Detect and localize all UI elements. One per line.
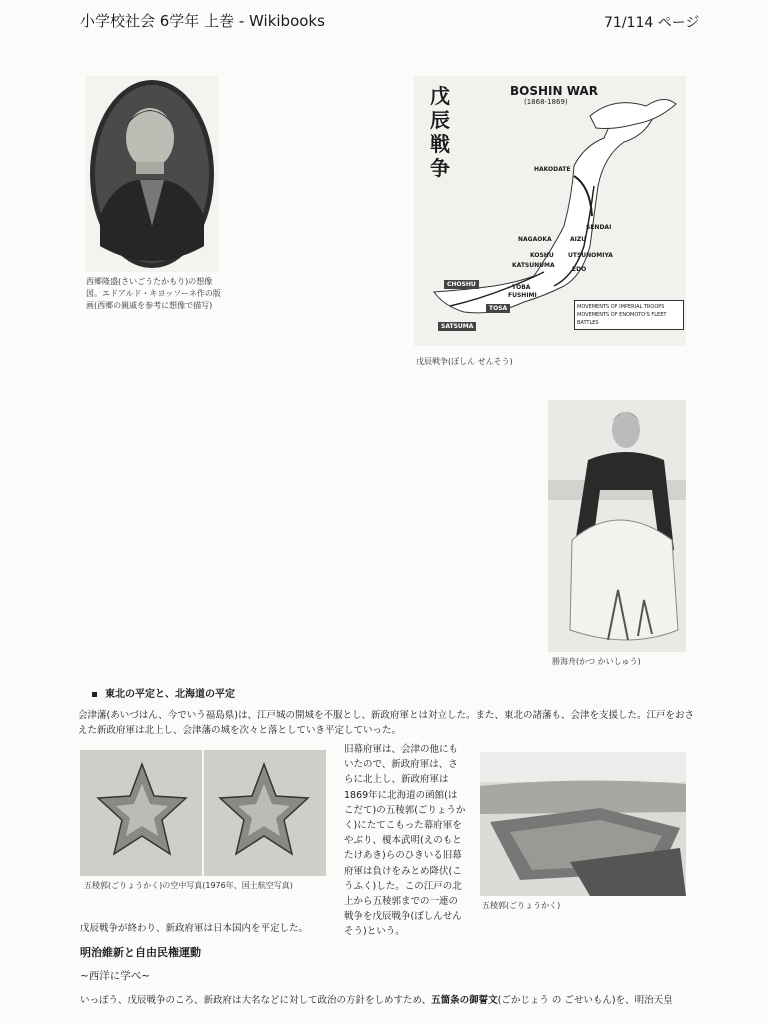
saigo-portrait [86,76,218,272]
map-legend [574,300,684,330]
map-place-tosa: TOSA [486,304,510,313]
map-title: BOSHIN WAR [510,84,598,98]
map-place-choshu: CHOSHU [444,280,479,289]
map-place-toba: TOBA [512,284,531,291]
map-place-hakodate: HAKODATE [534,166,571,173]
map-place-utsunomiya: UTSUNOMIYA [568,252,613,259]
map-vertical-title-1: 戊 [430,84,450,108]
header-title: 小学校社会 6学年 上巻 - Wikibooks [80,12,325,30]
map-place-satsuma: SATSUMA [438,322,476,331]
bullet-icon [92,692,97,697]
goryokaku-photo [480,752,686,896]
subheading-learn-west: ~西洋に学べ~ [80,970,151,982]
map-place-fushimi: FUSHIMI [508,292,537,299]
goryokaku-aerial-photo [80,750,326,876]
section-heading [92,685,235,700]
heading-meiji: 明治維新と自由民権運動 [80,946,201,959]
paragraph-goryokaku: 旧幕府軍は、会津の他にもいたので、新政府軍は、さらに北上し、新政府軍は1869年に北海道の函館(はこだて)の五稜郭(ごりょうかく)にたてこもった幕府軍をやぶり、榎本武明(えのもとたけあき)らのひきいる旧幕府軍は負けをみとめ降伏(こうふく)した。この江戸の北上から五稜郭までの一連の戦争を戊辰戦争(ぼしんせんそう)という。 [344,744,466,938]
map-place-nagaoka: NAGAOKA [518,236,552,243]
para4-start: いっぽう、戊辰戦争のころ、新政府は大名などに対して政治の方針をしめすため、 [80,995,432,1006]
map-place-koshu: KOSHU [530,252,554,259]
map-legend-fleet: MOVEMENTS OF ENOMOTO'S FLEET [577,312,667,318]
katsu-portrait [548,400,686,652]
paragraph-aizu: 会津藩(あいづはん、今でいう福島県)は、江戸城の開城を不服とし、新政府軍とは対立した。また、東北の諸藩も、会津を支援した。江戸をおさえた新政府軍は北上し、会津藩の城を次々と落としていき平定していった。 [78,710,694,736]
para4-bold: 五箇条の御誓文 [431,995,498,1006]
map-legend-imperial: MOVEMENTS OF IMPERIAL TROOPS [577,304,665,310]
map-vertical-title-2: 辰 [430,108,450,132]
map-place-edo: EDO [572,266,587,273]
map-years: (1868-1869) [524,98,568,106]
fort-caption: 五稜郭(ごりょうかく) [482,901,561,910]
paragraph-pacified: 戊辰戦争が終わり、新政府軍は日本国内を平定した。 [80,923,309,934]
boshin-war-map [414,76,686,346]
page-number: 71/114 ページ [604,15,700,31]
paragraph-charter-oath [80,994,700,1008]
section-heading-text: 東北の平定と、北海道の平定 [105,689,235,700]
map-place-sendai: SENDAI [586,224,612,231]
map-vertical-title-4: 争 [430,156,450,180]
katsu-caption: 勝海舟(かつ かいしゅう) [552,657,641,666]
map-place-aizu: AIZU [570,236,587,243]
saigo-caption: 西郷隆盛(さいごうたかもり)の想像図。エドアルド・キヨッソーネ作の版画(西郷の親戚を参考に想像で描写) [86,277,221,310]
map-caption: 戊辰戦争(ぼしん せんそう) [416,357,513,366]
para4-end: (ごかじょう の ごせいもん)を、明治天皇 [497,995,673,1006]
aerial-caption: 五稜郭(ごりょうかく)の空中写真(1976年、国土航空写真) [84,881,293,890]
map-vertical-title-3: 戦 [430,132,450,156]
map-place-katsunuma: KATSUNUMA [512,262,555,269]
map-legend-battles: BATTLES [577,320,599,326]
